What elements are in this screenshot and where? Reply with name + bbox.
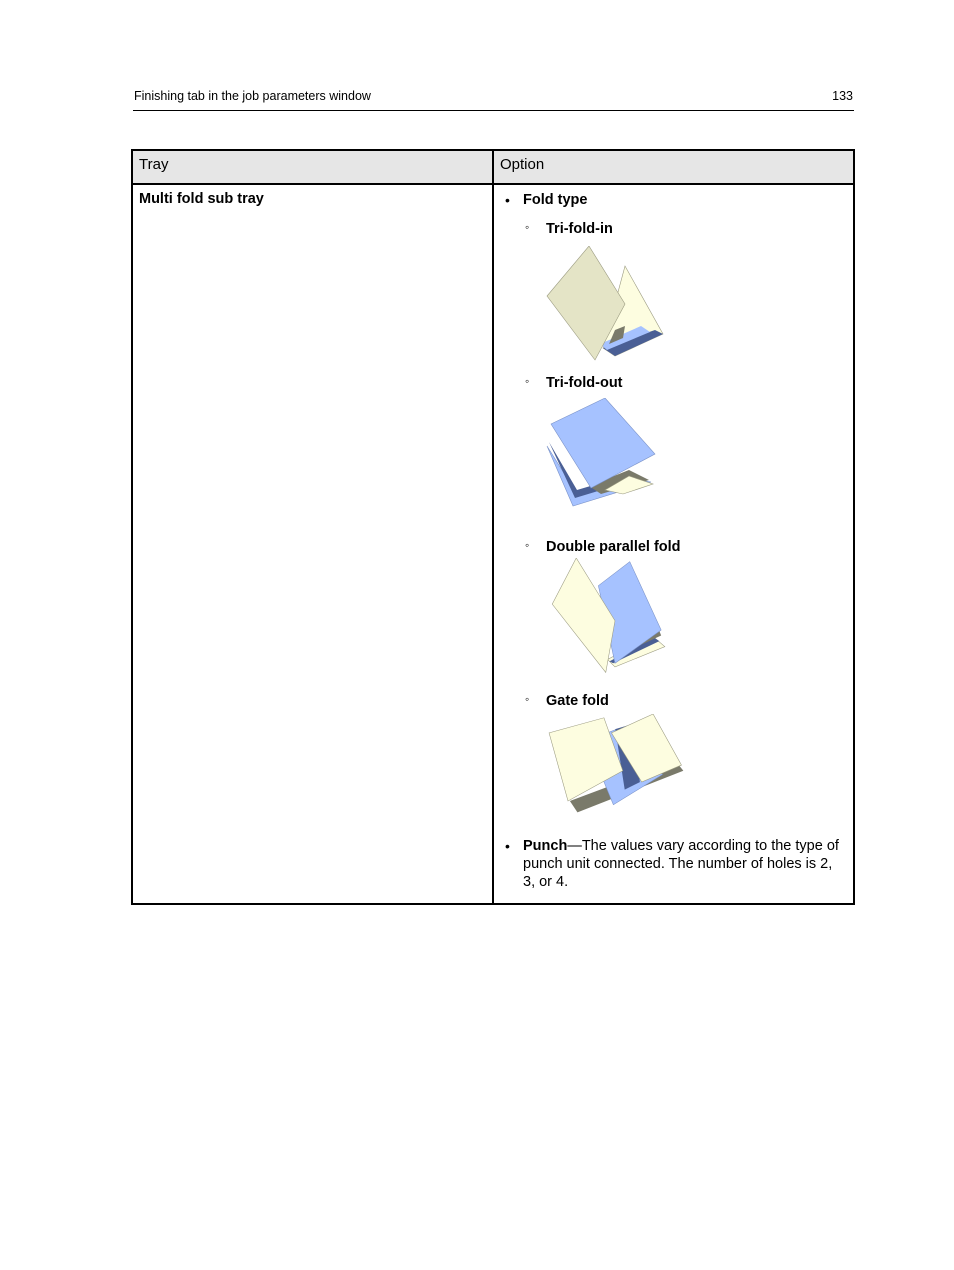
tray-options-table [131, 149, 855, 905]
fold-type-list [523, 220, 847, 837]
bullet-icon: • [505, 838, 510, 854]
double-parallel-fold-icon [545, 558, 685, 678]
circle-bullet-icon: ◦ [525, 374, 530, 388]
gate-fold-icon [545, 714, 695, 818]
option-cell [493, 184, 854, 904]
circle-bullet-icon: ◦ [525, 220, 530, 234]
list-item-tri-fold-in [523, 220, 847, 374]
fold-label: Tri-fold-in [546, 221, 613, 237]
list-item-fold-type [500, 191, 847, 837]
fold-label: Gate fold [546, 693, 609, 709]
punch-label: Punch [523, 838, 568, 854]
header-option: Option [493, 150, 854, 184]
page-header [133, 88, 854, 111]
bullet-icon: • [505, 192, 510, 208]
list-item-tri-fold-out [523, 374, 847, 538]
fold-label: Double parallel fold [546, 539, 681, 555]
list-item-double-parallel-fold [523, 538, 847, 692]
table-header-row [132, 150, 854, 184]
circle-bullet-icon: ◦ [525, 538, 530, 552]
table-row [132, 184, 854, 904]
fold-label: Tri-fold-out [546, 375, 623, 391]
punch-description: —The values vary according to the type of punch unit connected. The number of holes is 2, 3, or 4. [523, 838, 839, 890]
tri-fold-in-icon [545, 246, 685, 366]
circle-bullet-icon: ◦ [525, 692, 530, 706]
tray-cell [132, 184, 493, 904]
page-number: 133 [832, 89, 853, 103]
list-item-gate-fold [523, 692, 847, 837]
tri-fold-out-icon [545, 398, 685, 518]
header-title: Finishing tab in the job parameters window [134, 89, 371, 103]
fold-type-label: Fold type [523, 192, 588, 208]
header-tray: Tray [132, 150, 493, 184]
tray-name: Multi fold sub tray [139, 191, 264, 207]
option-list [500, 191, 847, 891]
list-item-punch [500, 837, 847, 891]
